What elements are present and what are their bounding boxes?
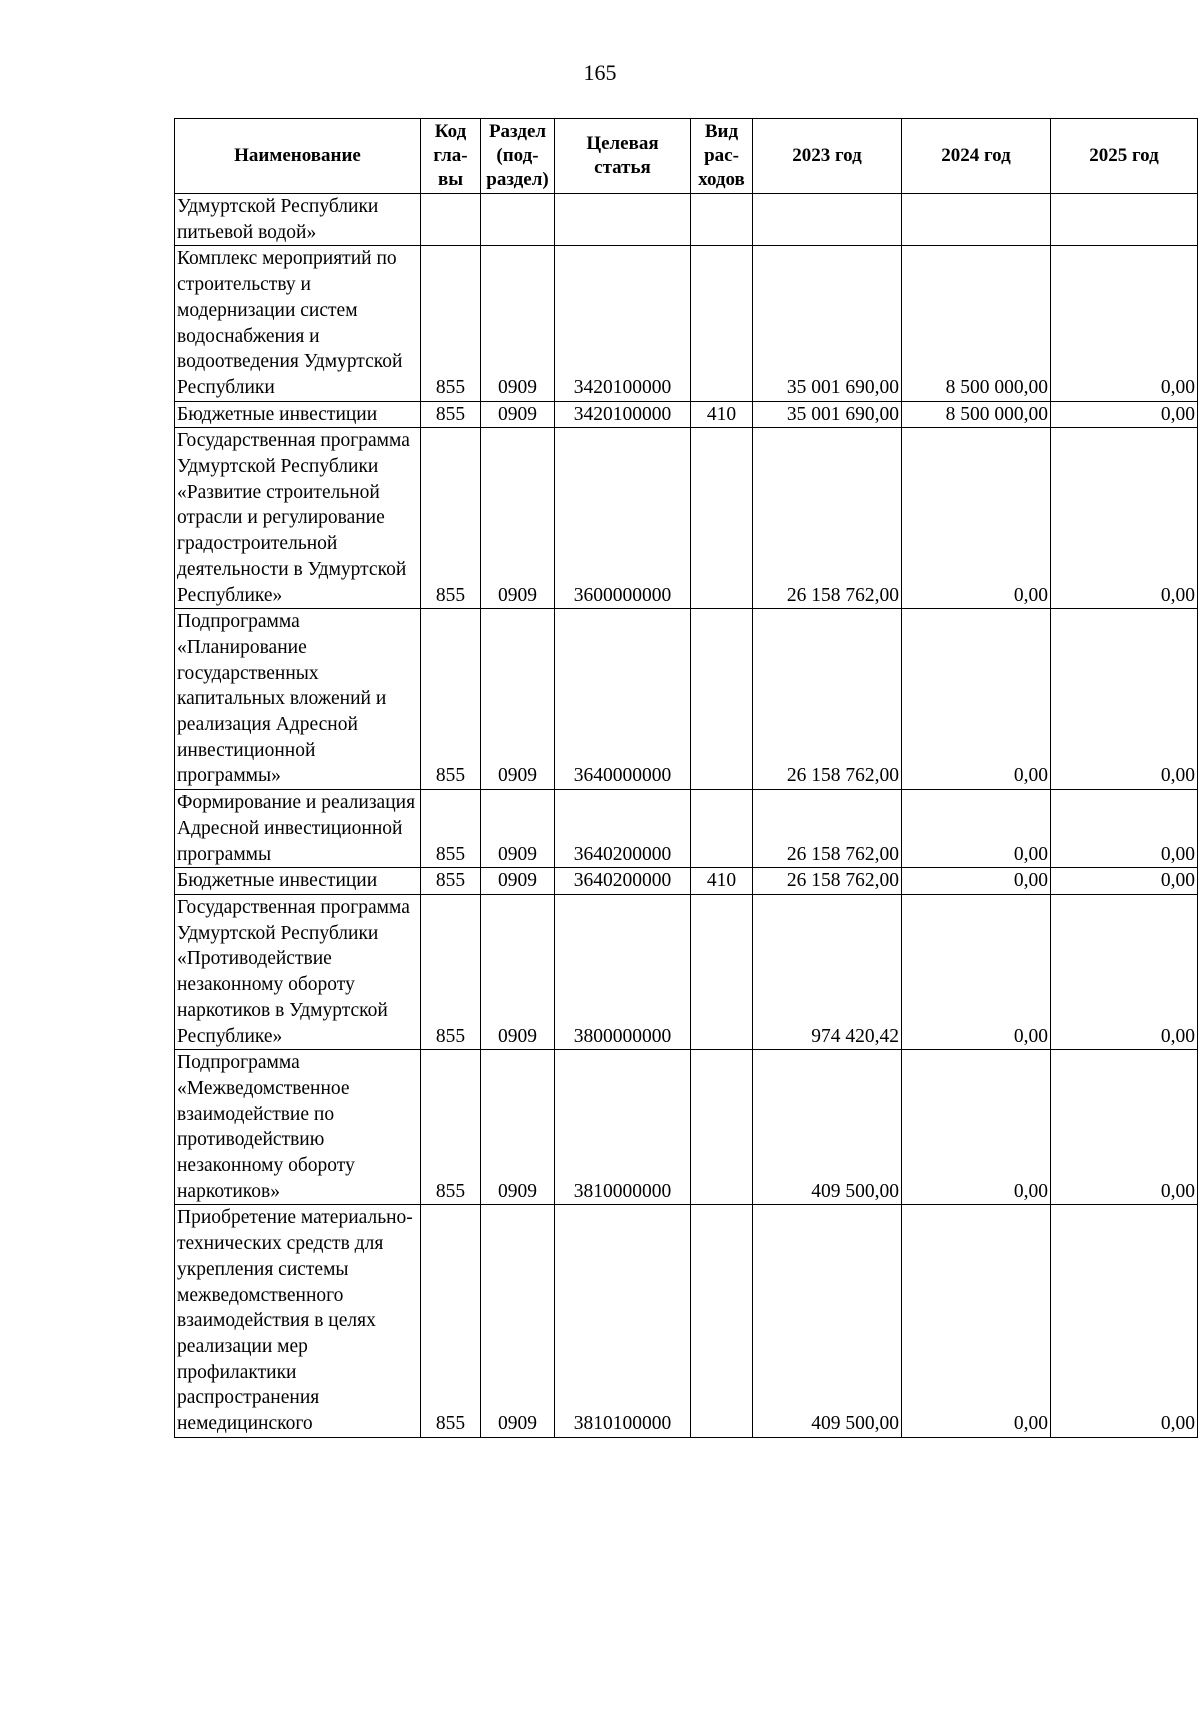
table-row — [175, 428, 1198, 609]
cell-chapter: 855 — [421, 428, 481, 609]
cell-chapter: 855 — [421, 1205, 481, 1437]
cell-section: 0909 — [481, 1050, 555, 1205]
cell-name: Государственная программа Удмуртской Республики «Развитие строительной отрасли и регулирование градостроительной деятельности в Удмуртской Республике» — [175, 428, 421, 609]
cell-expense — [691, 246, 753, 401]
cell-2024: 0,00 — [902, 790, 1051, 868]
cell-section — [481, 194, 555, 246]
cell-2025: 0,00 — [1051, 246, 1198, 401]
cell-target: 3640200000 — [555, 790, 691, 868]
table-row — [175, 894, 1198, 1049]
cell-2023: 409 500,00 — [753, 1050, 902, 1205]
table-row — [175, 194, 1198, 246]
cell-2023 — [753, 194, 902, 246]
cell-2023: 26 158 762,00 — [753, 609, 902, 790]
cell-target: 3800000000 — [555, 894, 691, 1049]
header-name: Наименование — [175, 119, 421, 194]
cell-target: 3420100000 — [555, 246, 691, 401]
cell-name: Бюджетные инвестиции — [175, 868, 421, 895]
header-section: Раздел (под-раздел) — [481, 119, 555, 194]
cell-2025: 0,00 — [1051, 401, 1198, 428]
cell-2024: 0,00 — [902, 428, 1051, 609]
cell-2024: 0,00 — [902, 894, 1051, 1049]
cell-2025: 0,00 — [1051, 894, 1198, 1049]
cell-2025: 0,00 — [1051, 868, 1198, 895]
cell-target: 3810100000 — [555, 1205, 691, 1437]
cell-expense — [691, 609, 753, 790]
cell-2024: 0,00 — [902, 1050, 1051, 1205]
cell-expense — [691, 1050, 753, 1205]
cell-section: 0909 — [481, 401, 555, 428]
cell-expense — [691, 894, 753, 1049]
header-chapter: Код гла-вы — [421, 119, 481, 194]
cell-name: Приобретение материально-технических средств для укрепления системы межведомственного взаимодействия в целях реализации мер профилактики распространения немедицинского — [175, 1205, 421, 1437]
cell-section: 0909 — [481, 790, 555, 868]
cell-name: Бюджетные инвестиции — [175, 401, 421, 428]
cell-name: Комплекс мероприятий по строительству и модернизации систем водоснабжения и водоотведения Удмуртской Республики — [175, 246, 421, 401]
cell-target — [555, 194, 691, 246]
cell-expense: 410 — [691, 868, 753, 895]
cell-2023: 26 158 762,00 — [753, 790, 902, 868]
cell-chapter: 855 — [421, 401, 481, 428]
cell-2024: 0,00 — [902, 609, 1051, 790]
table-row — [175, 868, 1198, 895]
cell-2023: 26 158 762,00 — [753, 868, 902, 895]
cell-expense — [691, 1205, 753, 1437]
cell-chapter: 855 — [421, 790, 481, 868]
table-row — [175, 246, 1198, 401]
cell-expense — [691, 194, 753, 246]
table-row — [175, 790, 1198, 868]
cell-2025: 0,00 — [1051, 790, 1198, 868]
cell-section: 0909 — [481, 428, 555, 609]
cell-chapter: 855 — [421, 1050, 481, 1205]
cell-section: 0909 — [481, 609, 555, 790]
cell-name: Удмуртской Республики питьевой водой» — [175, 194, 421, 246]
cell-chapter: 855 — [421, 609, 481, 790]
cell-target: 3640200000 — [555, 868, 691, 895]
cell-name: Подпрограмма «Планирование государственных капитальных вложений и реализация Адресной инвестиционной программы» — [175, 609, 421, 790]
cell-target: 3810000000 — [555, 1050, 691, 1205]
table-header-row — [175, 119, 1198, 194]
cell-2023: 35 001 690,00 — [753, 246, 902, 401]
cell-section: 0909 — [481, 868, 555, 895]
cell-2025 — [1051, 194, 1198, 246]
cell-expense — [691, 428, 753, 609]
cell-name: Подпрограмма «Межведомственное взаимодействие по противодействию незаконному обороту наркотиков» — [175, 1050, 421, 1205]
cell-2025: 0,00 — [1051, 1050, 1198, 1205]
cell-chapter: 855 — [421, 868, 481, 895]
table-row — [175, 401, 1198, 428]
cell-2025: 0,00 — [1051, 609, 1198, 790]
cell-2024: 0,00 — [902, 1205, 1051, 1437]
cell-chapter: 855 — [421, 894, 481, 1049]
cell-target: 3600000000 — [555, 428, 691, 609]
table-body — [175, 194, 1198, 1438]
cell-expense: 410 — [691, 401, 753, 428]
header-target: Целевая статья — [555, 119, 691, 194]
cell-2025: 0,00 — [1051, 428, 1198, 609]
header-2023: 2023 год — [753, 119, 902, 194]
cell-2024 — [902, 194, 1051, 246]
cell-section: 0909 — [481, 894, 555, 1049]
cell-target: 3640000000 — [555, 609, 691, 790]
cell-2023: 35 001 690,00 — [753, 401, 902, 428]
cell-name: Государственная программа Удмуртской Республики «Противодействие незаконному обороту наркотиков в Удмуртской Республике» — [175, 894, 421, 1049]
cell-2024: 0,00 — [902, 868, 1051, 895]
cell-2025: 0,00 — [1051, 1205, 1198, 1437]
cell-expense — [691, 790, 753, 868]
table-row — [175, 1205, 1198, 1437]
budget-table — [174, 118, 1198, 1438]
cell-target: 3420100000 — [555, 401, 691, 428]
cell-2023: 26 158 762,00 — [753, 428, 902, 609]
cell-2024: 8 500 000,00 — [902, 246, 1051, 401]
table-row — [175, 609, 1198, 790]
header-2024: 2024 год — [902, 119, 1051, 194]
cell-chapter: 855 — [421, 246, 481, 401]
cell-chapter — [421, 194, 481, 246]
header-2025: 2025 год — [1051, 119, 1198, 194]
cell-2024: 8 500 000,00 — [902, 401, 1051, 428]
cell-2023: 974 420,42 — [753, 894, 902, 1049]
cell-name: Формирование и реализация Адресной инвестиционной программы — [175, 790, 421, 868]
table-row — [175, 1050, 1198, 1205]
page-number: 165 — [583, 60, 617, 85]
cell-2023: 409 500,00 — [753, 1205, 902, 1437]
header-expense: Вид рас-ходов — [691, 119, 753, 194]
cell-section: 0909 — [481, 246, 555, 401]
cell-section: 0909 — [481, 1205, 555, 1437]
